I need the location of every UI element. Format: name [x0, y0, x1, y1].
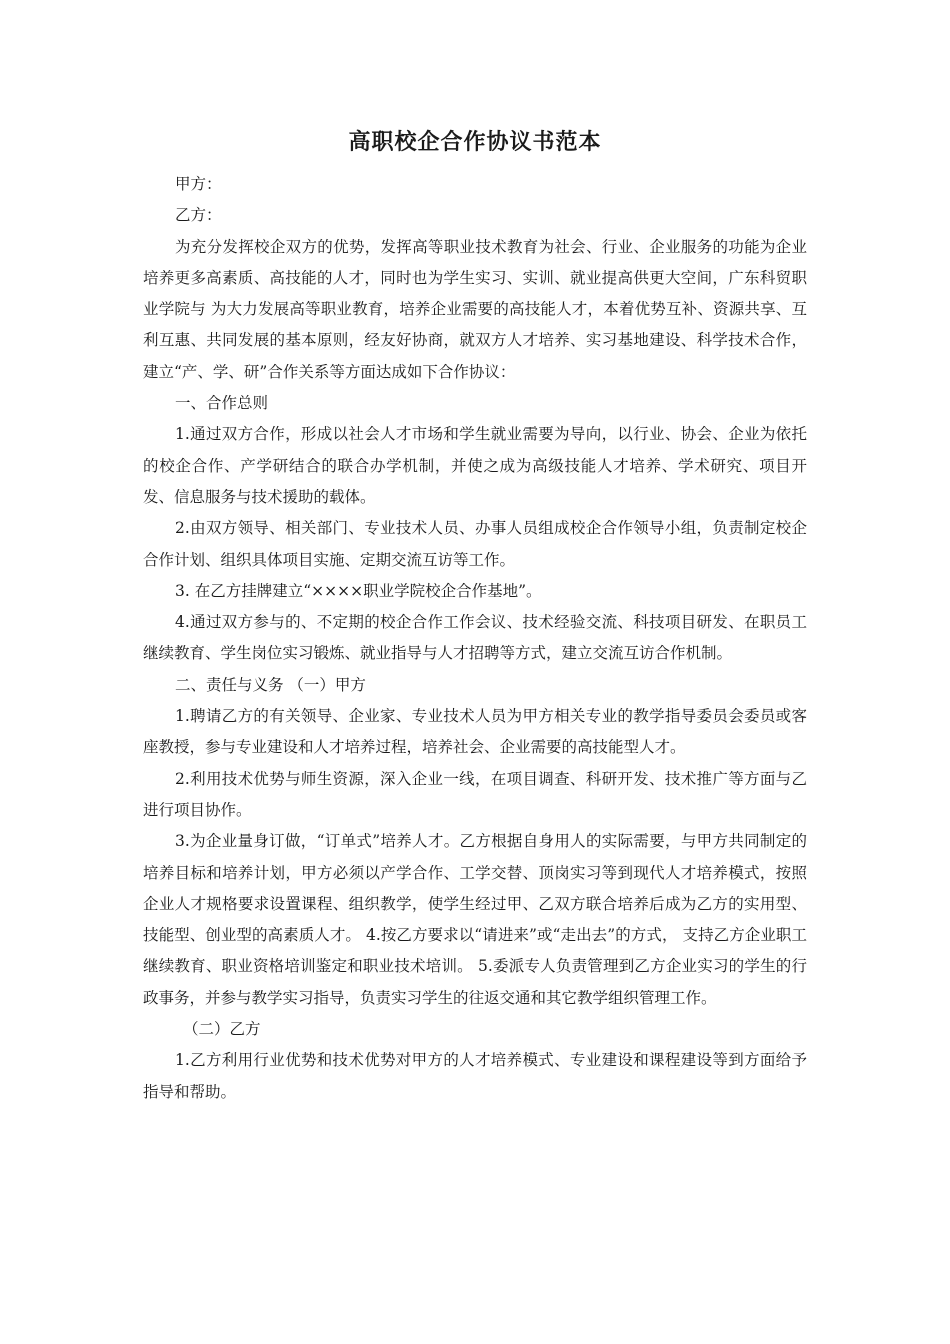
- document-title: 高职校企合作协议书范本: [348, 129, 602, 155]
- section-1-item: 2.由双方领导、相关部门、专业技术人员、办事人员组成校企合作领导小组，负责制定校企合作计划、组织具体项目实施、定期交流互访等工作。: [143, 519, 807, 569]
- section-1-heading: 一、合作总则: [175, 394, 269, 413]
- section-2a-item: 1.聘请乙方的有关领导、企业家、专业技术人员为甲方相关专业的教学指导委员会委员或客座教授，参与专业建设和人才培养过程，培养社会、企业需要的高技能型人才。: [143, 707, 807, 757]
- intro-paragraph: 为充分发挥校企双方的优势，发挥高等职业技术教育为社会、行业、企业服务的功能为企业培养更多高素质、高技能的人才，同时也为学生实习、实训、就业提高供更大空间，广东科贸职业学院与 为大力发展高等职业教育，培养企业需要的高技能人才，本着优势互补、资源共享、互利互惠、共同发展的基本原则，经友好协商，就双方人才培养、实习基地建设、科学技术合作，建立“产、学、研”合作关系等方面达成如下合作协议：: [143, 237, 807, 381]
- section-2b-item: 1.乙方利用行业优势和技术优势对甲方的人才培养模式、专业建设和课程建设等到方面给予指导和帮助。: [143, 1051, 807, 1101]
- party-b-line: 乙方：: [175, 206, 222, 225]
- section-1-item: 3. 在乙方挂牌建立“××××职业学院校企合作基地”。: [175, 581, 542, 600]
- section-2a-item: 3.为企业量身订做，“订单式”培养人才。乙方根据自身用人的实际需要，与甲方共同制定的培养目标和培养计划，甲方必须以产学合作、工学交替、顶岗实习等到现代人才培养模式，按照企业人才规格要求设置课程、组织教学，使学生经过甲、乙双方联合培养后成为乙方的实用型、技能型、创业型的高素质人才。 4.按乙方要求以“请进来”或“走出去”的方式， 支持乙方企业职工继续教育、职业资格培训鉴定和职业技术培训。 5.委派专人负责管理到乙方企业实习的学生的行政事务，并参与教学实习指导，负责实习学生的往返交通和其它教学组织管理工作。: [143, 832, 807, 1007]
- section-2b-heading: （二）乙方: [183, 1020, 261, 1039]
- section-2-heading: 二、责任与义务 （一）甲方: [175, 675, 366, 694]
- document-page: [143, 122, 807, 1108]
- party-a-line: 甲方：: [175, 175, 222, 193]
- section-2a-item: 2.利用技术优势与师生资源，深入企业一线，在项目调查、科研开发、技术推广等方面与乙进行项目协作。: [143, 769, 807, 819]
- section-1-item: 4.通过双方参与的、不定期的校企合作工作会议、技术经验交流、科技项目研发、在职员工继续教育、学生岗位实习锻炼、就业指导与人才招聘等方式，建立交流互访合作机制。: [143, 613, 807, 663]
- section-1-item: 1.通过双方合作，形成以社会人才市场和学生就业需要为导向，以行业、协会、企业为依托的校企合作、产学研结合的联合办学机制，并使之成为高级技能人才培养、学术研究、项目开发、信息服务与技术援助的载体。: [143, 425, 807, 506]
